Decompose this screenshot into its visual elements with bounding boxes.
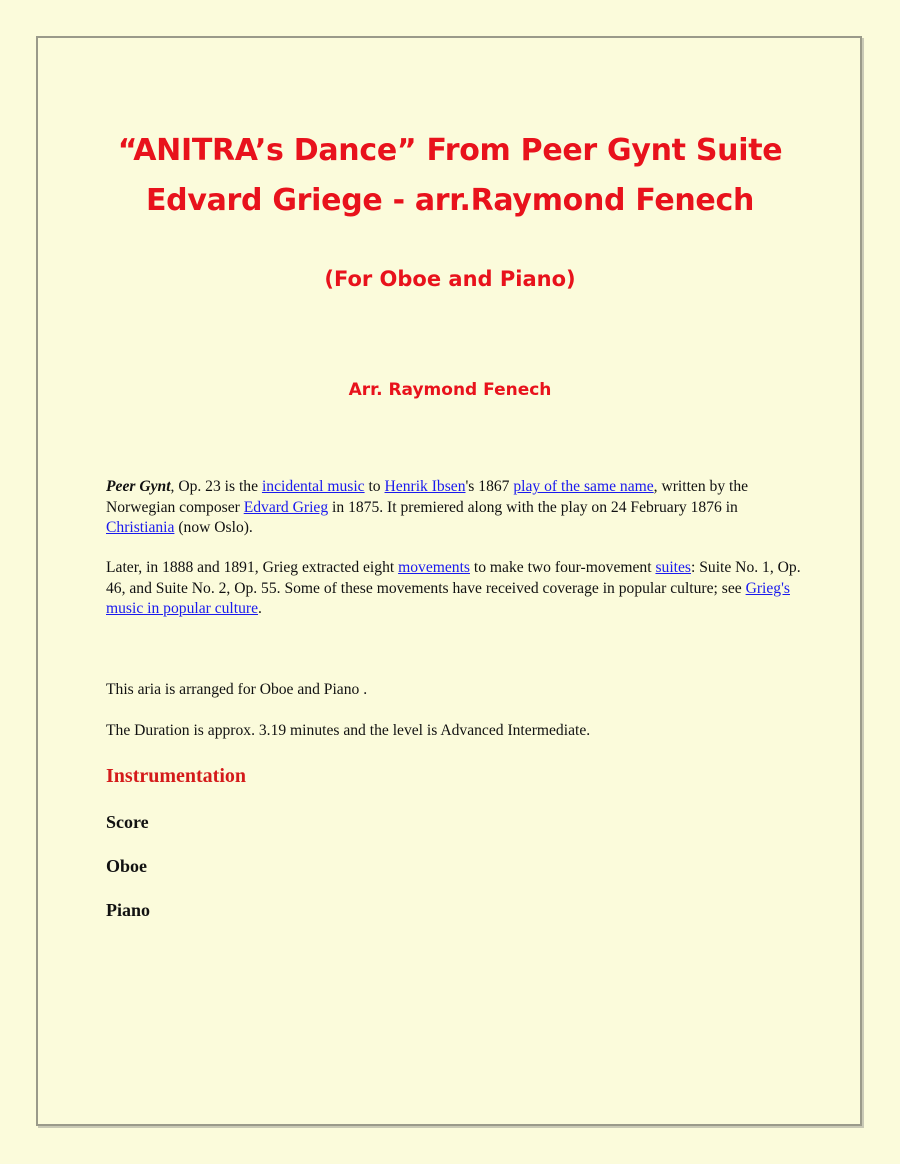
arranger-credit: Arr. Raymond Fenech (348, 380, 552, 400)
link-suites[interactable]: suites (655, 559, 691, 576)
instrumentation-heading: Instrumentation (106, 765, 247, 787)
title-line-1: “ANITRA’s Dance” From Peer Gynt Suite (117, 133, 783, 168)
link-edvard-grieg[interactable]: Edvard Grieg (243, 498, 329, 516)
work-title: Peer Gynt (106, 478, 171, 495)
duration-note: The Duration is approx. 3.19 minutes and the level is Advanced Intermediate. (106, 722, 591, 739)
link-incidental-music[interactable]: incidental music (261, 478, 365, 495)
link-christiania[interactable]: Christiania (106, 519, 175, 536)
intro-paragraph-1: Peer Gynt, Op. 23 is the incidental music to Henrik Ibsen's 1867 play of the same name, written by the Norwegian composer Edvard Grieg in 1875. It premiered along with the play on 24 February 1876 in Christiania (now Oslo). (106, 478, 749, 536)
link-henrik-ibsen[interactable]: Henrik Ibsen (384, 478, 466, 495)
link-griegs-music-in-popular-culture[interactable]: Grieg's music in popular culture (106, 579, 790, 617)
instrument-item-score: Score (106, 812, 149, 832)
arrangement-note: This aria is arranged for Oboe and Piano . (106, 681, 368, 698)
instrument-item-oboe: Oboe (106, 856, 148, 876)
link-movements[interactable]: movements (398, 559, 470, 576)
instrument-item-piano: Piano (106, 900, 151, 920)
link-play-of-same-name[interactable]: play of the same name (513, 478, 654, 495)
title-line-2: Edvard Griege - arr.Raymond Fenech (145, 183, 755, 218)
intro-paragraph-2: Later, in 1888 and 1891, Grieg extracted eight movements to make two four-movement suites: Suite No. 1, Op. 46, and Suite No. 2, Op. 55. Some of these movements have received coverage in popular culture; see Grieg's music in popular culture. (106, 559, 801, 617)
instrument-subtitle: (For Oboe and Piano) (324, 267, 576, 291)
